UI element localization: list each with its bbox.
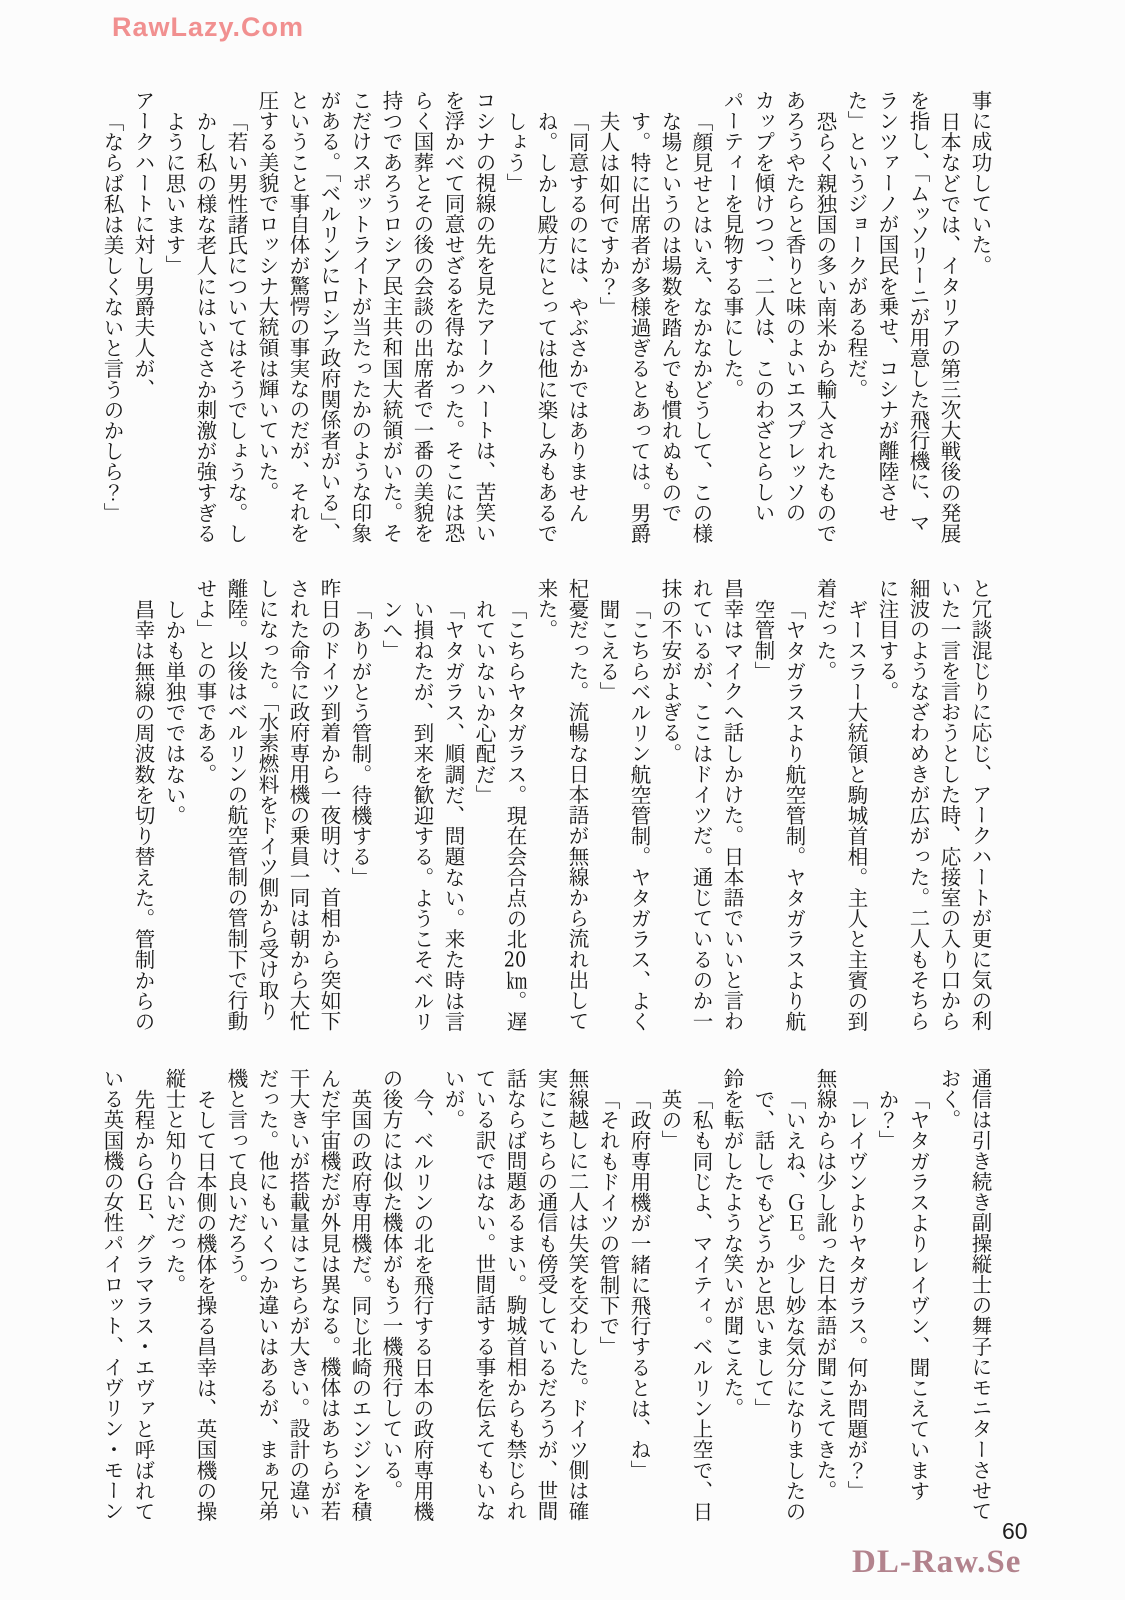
paragraph: 「レイヴンよりヤタガラス。何か問題が？」 [844, 1088, 868, 1501]
paragraph: 先程からＧＥ、グラマラス・エヴァと呼ばれている英国機の女性パイロット、イヴリン・モーン [100, 1068, 155, 1522]
paragraph: 「同意するのには、やぶさかではありませんね。しかし殿方にとっては他に楽しみもあるでしょう」 [503, 110, 589, 544]
paragraph: 今、ベルリンの北を飛行する日本の政府専用機の後方には似た機体がもう一機飛行している。 [379, 1068, 434, 1522]
paragraph: しかも単独でではない。 [162, 598, 186, 826]
paragraph: 昨日のドイツ到着から一夜明け、首相から突如下された命令に政府専用機の乗員一同は朝から大忙しになった。「水素燃料をドイツ側から受け取り離陸。以後はベルリンの航空管制の管制下で行動せよ」との事である。 [193, 578, 341, 1032]
rawlazy-watermark: RawLazy.Com [112, 12, 305, 42]
text-block-middle [127, 578, 995, 1032]
paragraph: 「ヤタガラスよりレイヴン、聞こえていますか？」 [875, 1088, 930, 1501]
paragraph: 「私も同じよ、マイティ。ベルリン上空で、日英の」 [658, 1088, 713, 1522]
paragraph: 無線からは少し訛った日本語が聞こえてきた。 [813, 1068, 837, 1501]
text-block-top [96, 90, 995, 544]
text-block-bottom [96, 1068, 995, 1522]
paragraph: アークハートに対し男爵夫人が、 [131, 90, 155, 399]
paragraph: 「政府専用機が一緒に飛行するとは、ね」 [627, 1088, 651, 1480]
paragraph: そして日本側の機体を操る昌幸は、英国機の操縦士と知り合いだった。 [162, 1068, 217, 1522]
dlraw-watermark: DL-Raw.Se [852, 1544, 1022, 1580]
paragraph: 鈴を転がしたような笑いが聞こえた。 [720, 1068, 744, 1419]
paragraph: 「ヤタガラス、順調だ、問題ない。来た時は言い損ねたが、到来を歓迎する。ようこそベルリンへ」 [379, 598, 465, 1032]
paragraph: 英国の政府専用機だ。同じ北崎のエンジンを積んだ宇宙機だが外見は異なる。機体はあちらが若干大きいが搭載量はこちらが大きい。設計の違いだった。他にもいくつか違いはあるが、まぁ兄弟機と言って良いだろう。 [224, 1068, 372, 1522]
paragraph: コシナの視線の先を見たアークハートは、苦笑いを浮かべて同意せざるを得なかった。そこには恐らく国葬とその後の会談の出席者で一番の美貌を持つであろうロシア民主共和国大統領がいた。そこだけスポットライトが当たったかのような印象がある。「ベルリンにロシア政府関係者がいる」、ということ事自体が驚愕の事実なのだが、それを圧する美貌でロッシナ大統領は輝いていた。 [255, 90, 496, 544]
paragraph: 「ヤタガラスより航空管制。ヤタガラスより航空管制」 [751, 598, 806, 1032]
tatechuyoko-digits: 20 [503, 948, 527, 970]
paragraph: 「若い男性諸氏についてはそうでしょうな。しかし私の様な老人にはいささか刺激が強すぎるように思います」 [162, 110, 248, 544]
paragraph: 昌幸は無線の周波数を切り替えた。管制からの [131, 598, 155, 1032]
paragraph: 杞憂だった。流暢な日本語が無線から流れ出して来た。 [534, 578, 589, 1032]
paragraph: 「こちらヤタガラス。現在会合点の北20㎞。遅れていないか心配だ」 [472, 598, 527, 1032]
paragraph: 「ありがとう管制。待機する」 [348, 598, 372, 887]
paragraph: 「いえね、ＧＥ。少し妙な気分になりましたので、話しでもどうかと思いまして」 [751, 1088, 806, 1522]
paragraph: と冗談混じりに応じ、アークハートが更に気の利いた一言を言おうとした時、応接室の入り口から細波のようなざわめきが広がった。二人もそちらに注目する。 [875, 578, 992, 1032]
paragraph: 日本などでは、イタリアの第三次大戦後の発展を指し、「ムッソリーニが用意した飛行機に、マランツァーノが国民を乗せ、コシナが離陸させた」というジョークがある程だ。 [844, 90, 961, 544]
paragraph: 昌幸はマイクへ話しかけた。日本語でいいと言われているが、ここはドイツだ。通じているのか一抹の不安がよぎる。 [658, 578, 744, 1032]
paragraph: 「ならば私は美しくないと言うのかしら？」 [100, 110, 124, 523]
paragraph: 無線越しに二人は失笑を交わした。ドイツ側は確実にこちらの通信も傍受しているだろうが、世間話ならば問題あるまい。駒城首相からも禁じられている訳ではない。世間話する事を伝えてもいないが。 [441, 1068, 589, 1522]
page-number: 60 [1002, 1518, 1028, 1544]
paragraph: 「顔見せとはいえ、なかなかどうして、この様な場というのは場数を踏んでも慣れぬものです。特に出席者が多様過ぎるとあっては。男爵夫人は如何ですか？」 [596, 110, 713, 544]
paragraph: 恐らく親独国の多い南米から輸入されたものであろうやたらと香りと味のよいエスプレッソのカップを傾けつつ、二人は、このわざとらしいパーティーを見物する事にした。 [720, 90, 837, 544]
paragraph: 「それもドイツの管制下で」 [596, 1088, 620, 1357]
paragraph: 事に成功していた。 [968, 90, 992, 276]
paragraph: ギースラー大統領と駒城首相。主人と主賓の到着だった。 [813, 578, 868, 1032]
paragraph: 通信は引き続き副操縦士の舞子にモニターさせておく。 [937, 1068, 992, 1522]
paragraph: 「こちらベルリン航空管制。ヤタガラス、よく聞こえる」 [596, 598, 651, 1032]
